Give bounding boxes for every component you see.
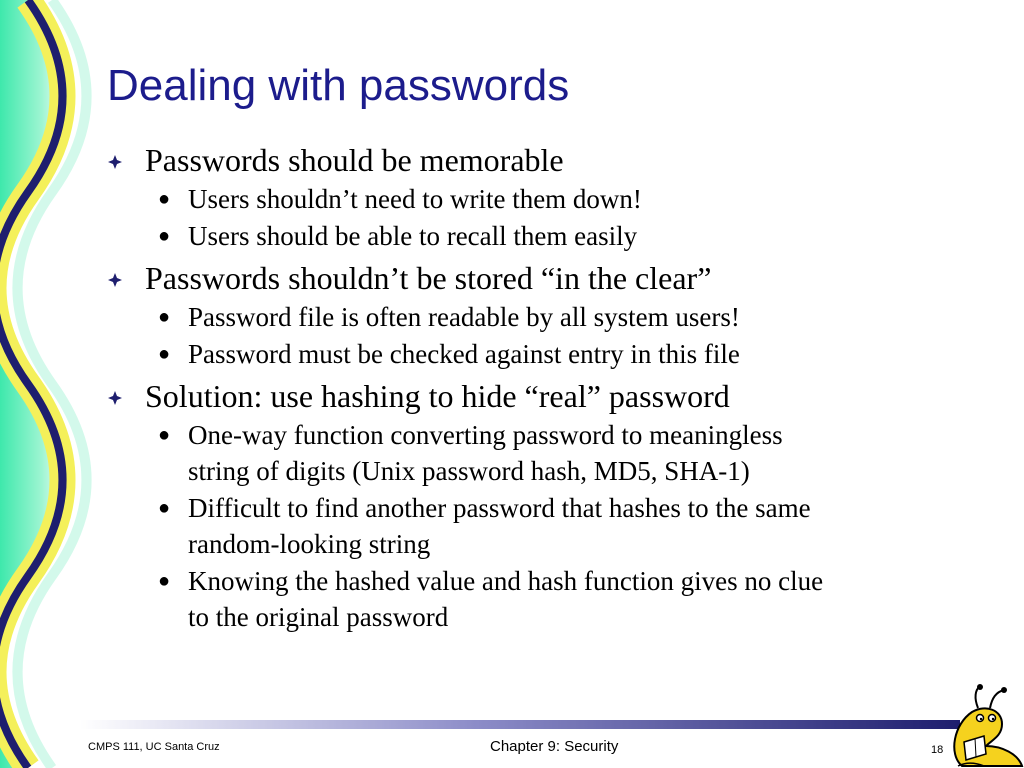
bullet-text: Passwords shouldn’t be stored “in the clear” [145,260,712,296]
sub-bullet-item [107,181,1007,217]
diamond-bullet-icon [107,272,123,288]
bullet-text: Solution: use hashing to hide “real” password [145,378,730,414]
footer-course: CMPS 111, UC Santa Cruz [88,741,220,753]
dot-bullet-icon: ● [158,424,171,446]
sub-bullet-text: Password file is often readable by all system users! [188,302,740,332]
bullet-item [107,258,1007,298]
sub-bullet-item [107,336,1007,372]
dot-bullet-icon: ● [158,497,171,519]
page-number: 18 [931,744,944,756]
sub-bullet-item [107,417,1007,489]
footer-chapter: Chapter 9: Security [490,738,619,755]
dot-bullet-icon: ● [158,225,171,247]
sub-bullet-text: Password must be checked against entry in this file [188,339,740,369]
sub-bullet-item [107,563,1007,635]
bullet-item [107,376,1007,416]
bullet-text: Passwords should be memorable [145,142,564,178]
sub-bullet-item [107,218,1007,254]
slug-mascot-logo [944,684,1024,768]
dot-bullet-icon: ● [158,343,171,365]
sub-bullet-text-line: Knowing the hashed value and hash function gives no clue [188,566,824,596]
sub-bullet-text: Users shouldn’t need to write them down! [188,184,642,214]
bullet-list [107,140,1007,635]
slide-title: Dealing with passwords [107,61,570,110]
sub-bullet-text-line: One-way function converting password to meaningless [188,420,783,450]
dot-bullet-icon: ● [158,188,171,210]
decorative-wave-band [0,0,100,768]
bullet-item [107,140,1007,180]
sub-bullet-item [107,299,1007,335]
sub-bullet-item [107,490,1007,562]
sub-bullet-text: Users should be able to recall them easily [188,221,638,251]
sub-bullet-text-line: random-looking string [188,529,431,559]
footer-gradient-bar [80,720,960,729]
dot-bullet-icon: ● [158,570,171,592]
sub-bullet-text-line: to the original password [188,602,449,632]
diamond-bullet-icon [107,390,123,406]
diamond-bullet-icon [107,154,123,170]
sub-bullet-text-line: string of digits (Unix password hash, MD5, SHA-1) [188,456,750,486]
sub-bullet-text-line: Difficult to find another password that hashes to the same [188,493,811,523]
dot-bullet-icon: ● [158,306,171,328]
